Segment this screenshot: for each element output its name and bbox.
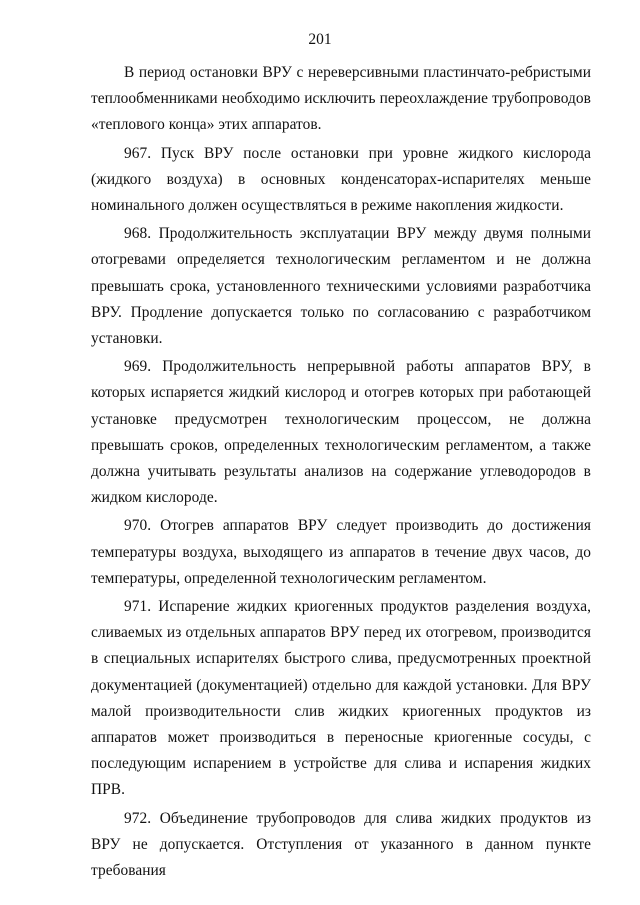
paragraph-968: 968. Продолжительность эксплуатации ВРУ между двумя полными отогревами определяется технологическим регламентом и не должна превышать срока, установленного техническими условиями разработчика ВРУ. Продление допускается только по согласованию с разработчиком установки. bbox=[91, 225, 591, 348]
paragraph-971: 971. Испарение жидких криогенных продуктов разделения воздуха, сливаемых из отдельных аппаратов ВРУ перед их отогревом, производится в специальных испарителях быстрого слива, предусмотренных проектной документацией (документацией) отдельно для каждой установки. Для ВРУ малой производительности слив жидких криогенных продуктов из аппаратов может производиться в переносные криогенные сосуды, с последующим испарением в устройстве для слива и испарения жидких ПРВ. bbox=[91, 598, 591, 799]
paragraph-intro: В период остановки ВРУ с нереверсивными пластинчато-ребристыми теплообменниками необходимо исключить переохлаждение трубопроводов «теплового конца» этих аппаратов. bbox=[91, 64, 591, 134]
paragraph-972: 972. Объединение трубопроводов для слива жидких продуктов из ВРУ не допускается. Отступления от указанного в данном пункте требования bbox=[91, 809, 591, 880]
paragraph-967: 967. Пуск ВРУ после остановки при уровне жидкого кислорода (жидкого воздуха) в основных конденсаторах-испарителях меньше номинального должен осуществляться в режиме накопления жидкости. bbox=[91, 144, 591, 215]
paragraph-970: 970. Отогрев аппаратов ВРУ следует производить до достижения температуры воздуха, выходящего из аппаратов в течение двух часов, до температуры, определенной технологическим регламентом. bbox=[91, 517, 591, 587]
document-body bbox=[91, 60, 591, 886]
paragraph-969: 969. Продолжительность непрерывной работы аппаратов ВРУ, в которых испаряется жидкий кислород и отогрев которых при работающей установке предусмотрен технологическим процессом, не должна превышать сроков, определенных технологическим регламентом, а также должна учитывать результаты анализов на содержание углеводородов в жидком кислороде. bbox=[91, 358, 591, 507]
page-number: 201 bbox=[308, 31, 332, 48]
